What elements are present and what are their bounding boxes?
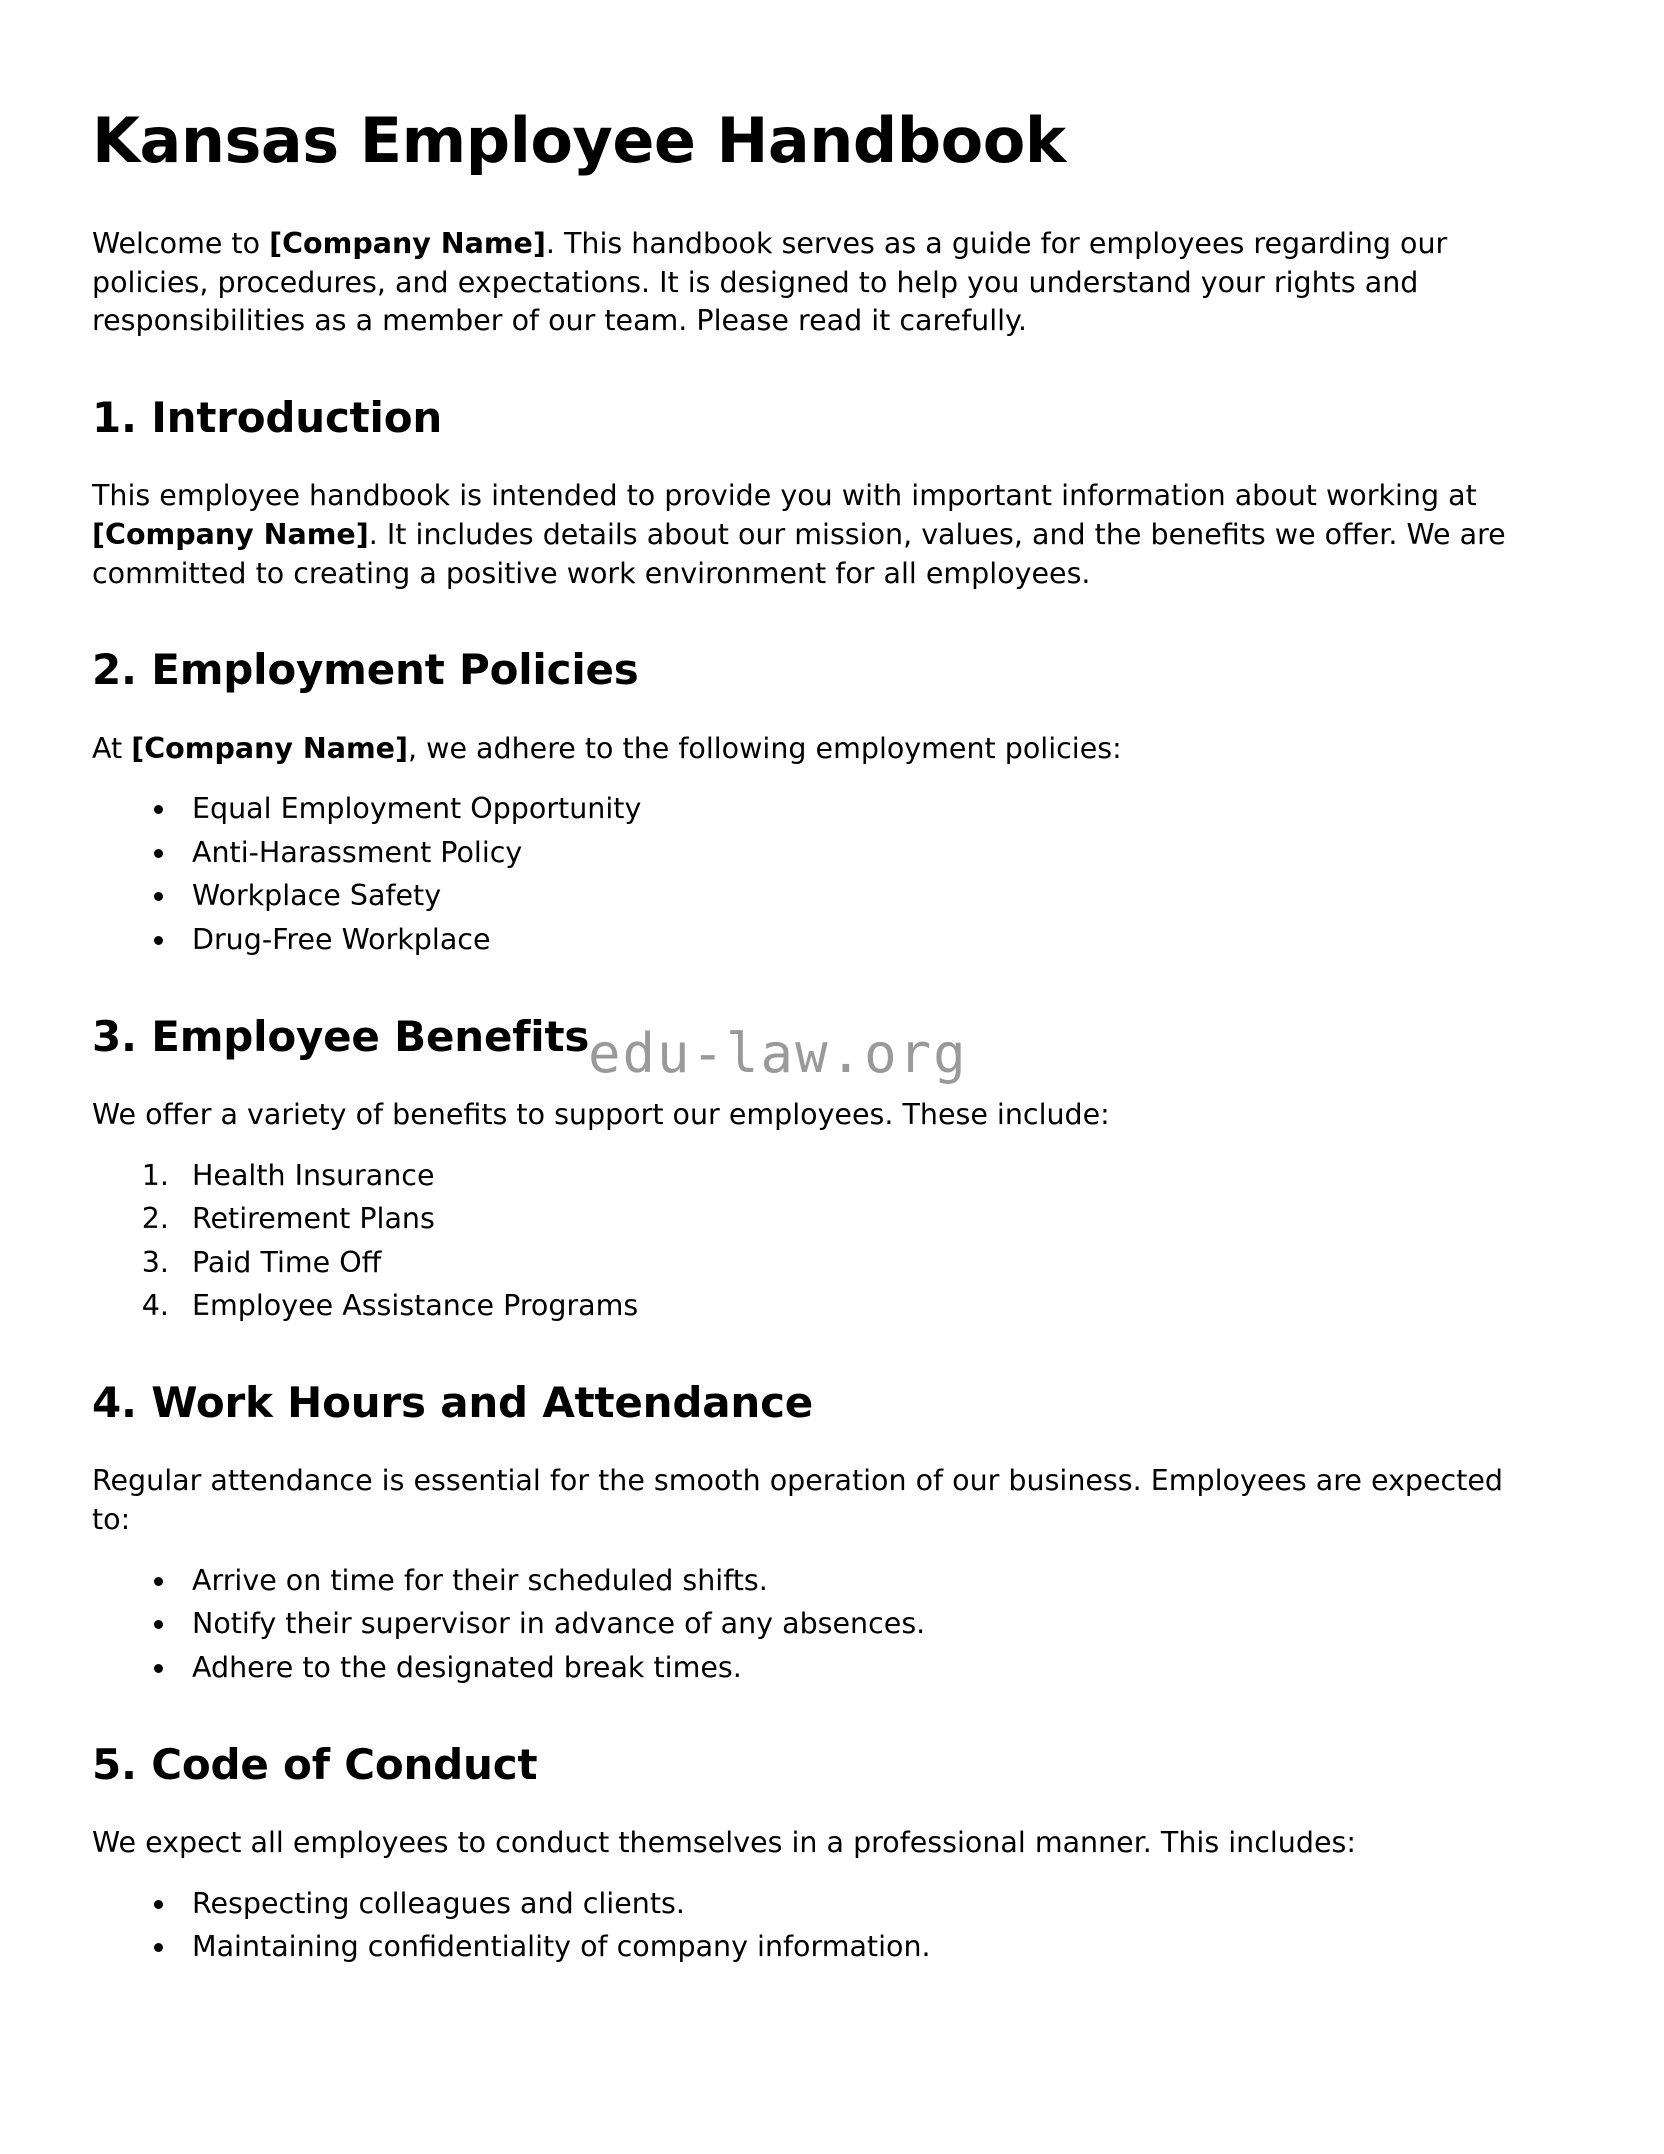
section-paragraph-work-hours-and-attendance: Regular attendance is essential for the smooth operation of our business. Employees are expected to: bbox=[92, 1464, 1503, 1537]
paragraph-prefix: At bbox=[92, 731, 132, 765]
section-heading-employee-benefits: 3. Employee Benefits bbox=[92, 1011, 590, 1061]
list-item: • Adhere to the designated break times. bbox=[178, 1649, 1572, 1688]
list-item: • Respecting colleagues and clients. bbox=[178, 1885, 1572, 1924]
section-paragraph-employee-benefits: We offer a variety of benefits to support our employees. These include: bbox=[92, 1098, 1110, 1132]
section-paragraph-employment-policies bbox=[92, 730, 1526, 769]
section-paragraph-code-of-conduct: We expect all employees to conduct themselves in a professional manner. This includes: bbox=[92, 1825, 1356, 1859]
code-of-conduct-list bbox=[92, 1885, 1572, 1967]
list-item: 2. Retirement Plans bbox=[178, 1200, 1572, 1239]
list-item: • Arrive on time for their scheduled shifts. bbox=[178, 1562, 1572, 1601]
paragraph-suffix: , we adhere to the following employment policies: bbox=[408, 731, 1122, 765]
paragraph-company-name: [Company Name] bbox=[131, 731, 409, 765]
employment-policies-list bbox=[92, 790, 1572, 959]
intro-prefix: Welcome to bbox=[92, 227, 270, 261]
list-item: 4. Employee Assistance Programs bbox=[178, 1287, 1572, 1326]
work-hours-list bbox=[92, 1562, 1572, 1688]
list-item: • Drug-Free Workplace bbox=[178, 921, 1572, 960]
watermark-text: edu-law.org bbox=[588, 1022, 968, 1085]
employee-benefits-list bbox=[92, 1157, 1572, 1326]
paragraph-company-name: [Company Name] bbox=[92, 517, 369, 551]
list-item: • Equal Employment Opportunity bbox=[178, 790, 1572, 829]
paragraph-suffix: . It includes details about our mission, values, and the benefits we offer. We are committed to creating a positive work environment for all employees. bbox=[92, 517, 1506, 590]
intro-paragraph bbox=[92, 225, 1526, 341]
list-item: 3. Paid Time Off bbox=[178, 1244, 1572, 1283]
section-heading-employment-policies: 2. Employment Policies bbox=[92, 645, 639, 695]
intro-suffix: . This handbook serves as a guide for employees regarding our policies, procedures, and expectations. It is designed to help you understand your rights and responsibilities as a member of our team. Please read it carefully. bbox=[92, 227, 1448, 338]
page-title: Kansas Employee Handbook bbox=[92, 104, 1066, 177]
section-heading-work-hours-and-attendance: 4. Work Hours and Attendance bbox=[92, 1378, 814, 1428]
section-paragraph-introduction bbox=[92, 477, 1526, 593]
section-heading-introduction: 1. Introduction bbox=[92, 392, 443, 442]
list-item: • Maintaining confidentiality of company information. bbox=[178, 1928, 1572, 1967]
list-item: • Notify their supervisor in advance of any absences. bbox=[178, 1605, 1572, 1644]
section-heading-code-of-conduct: 5. Code of Conduct bbox=[92, 1739, 538, 1789]
list-item: • Workplace Safety bbox=[178, 877, 1572, 916]
paragraph-prefix: This employee handbook is intended to provide you with important information about working at bbox=[92, 479, 1477, 513]
intro-company-name: [Company Name] bbox=[269, 227, 546, 261]
list-item: • Anti-Harassment Policy bbox=[178, 834, 1572, 873]
list-item: 1. Health Insurance bbox=[178, 1157, 1572, 1196]
